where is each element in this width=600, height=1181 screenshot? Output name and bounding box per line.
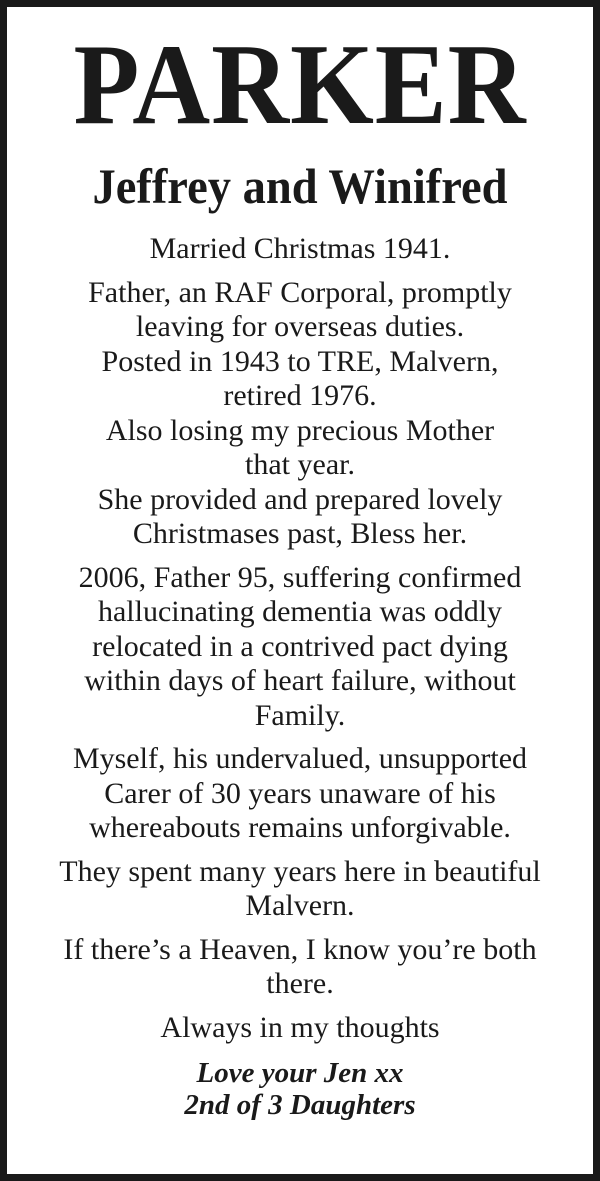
notice-body: [7, 232, 593, 1121]
paragraph-malvern: [7, 855, 593, 924]
text-line: Always in my thoughts: [160, 1010, 440, 1044]
paragraph-thoughts: [7, 1011, 593, 1046]
names-subheading: Jeffrey and Winifred: [92, 158, 508, 214]
text-line: relocated in a contrived pact dying: [92, 629, 508, 663]
text-line: retired 1976.: [223, 379, 377, 412]
text-line: They spent many years here in beautiful: [59, 854, 541, 888]
text-line: within days of heart failure, without: [84, 664, 516, 697]
text-line: Married Christmas 1941.: [149, 232, 451, 265]
text-line: 2006, Father 95, suffering confirmed: [78, 560, 522, 594]
text-line: leaving for overseas duties.: [135, 310, 465, 343]
text-line: Father, an RAF Corporal, promptly: [88, 275, 512, 309]
text-line: Posted in 1943 to TRE, Malvern,: [101, 344, 499, 378]
paragraph-2006: [7, 561, 593, 734]
surname-heading: PARKER: [73, 21, 527, 149]
text-line: Also losing my precious Mother: [105, 413, 495, 447]
text-line: whereabouts remains unforgivable.: [89, 811, 511, 844]
text-line: hallucinating dementia was oddly: [97, 595, 503, 628]
paragraph-father-service: [7, 276, 593, 552]
signoff-line: 2nd of 3 Daughters: [184, 1089, 416, 1121]
paragraph-carer: [7, 742, 593, 846]
text-line: If there’s a Heaven, I know you’re both: [63, 932, 537, 966]
text-line: Christmases past, Bless her.: [132, 517, 468, 550]
text-line: that year.: [245, 448, 355, 481]
text-line: Family.: [254, 698, 346, 732]
paragraph-married: [7, 232, 593, 267]
text-line: there.: [266, 967, 334, 1000]
text-line: Myself, his undervalued, unsupported: [72, 742, 528, 775]
text-line: Malvern.: [245, 889, 355, 922]
text-line: Carer of 30 years unaware of his: [104, 776, 496, 810]
signoff-line: Love your Jen xx: [196, 1057, 404, 1089]
text-line: She provided and prepared lovely: [97, 482, 503, 516]
paragraph-heaven: [7, 933, 593, 1002]
signoff: [7, 1057, 593, 1121]
